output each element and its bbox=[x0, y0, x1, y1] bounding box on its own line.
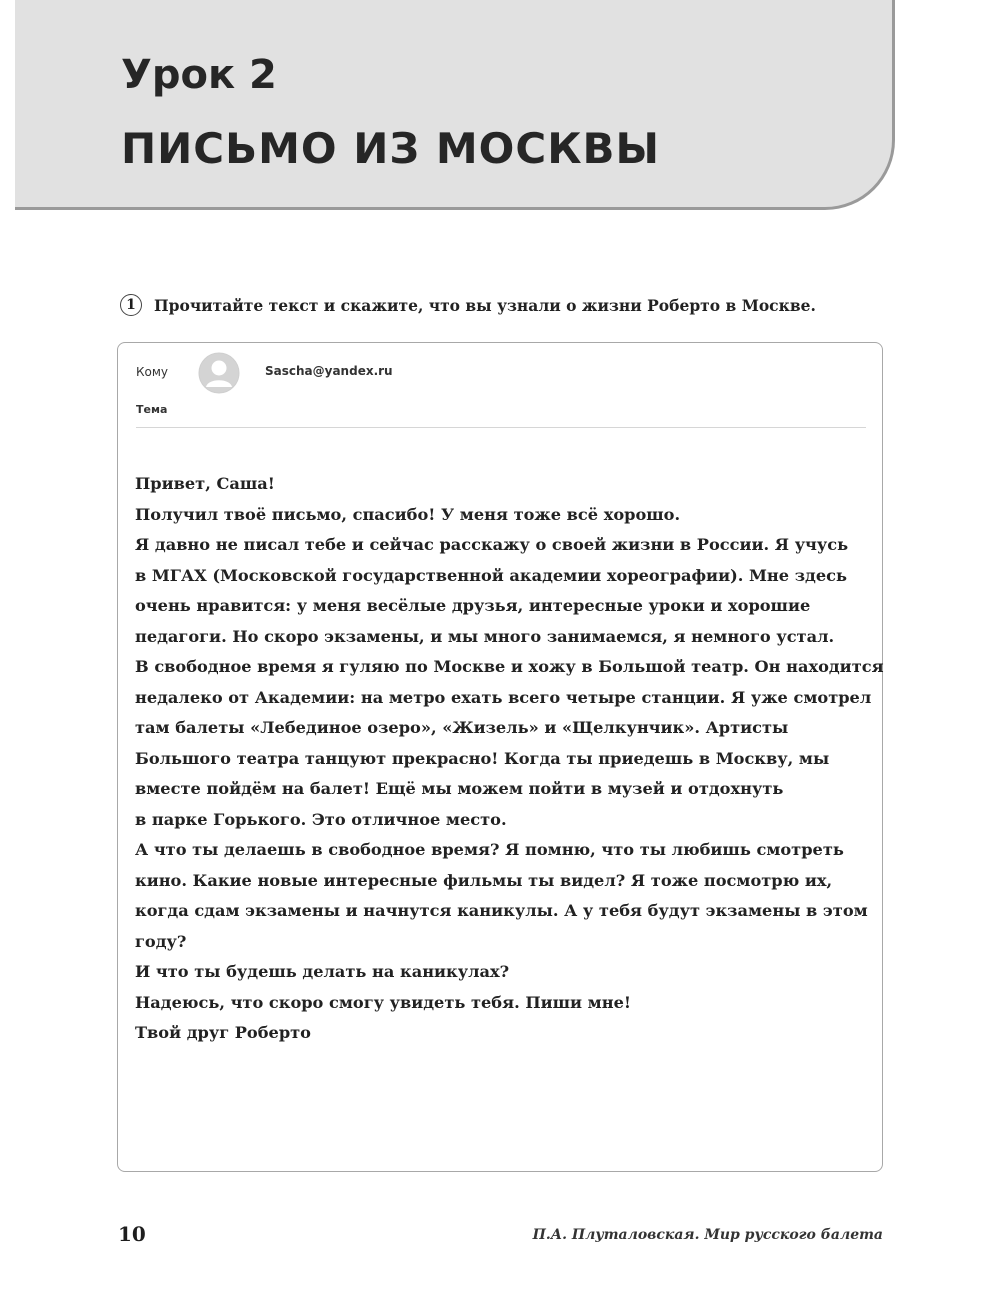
letter-line: в парке Горького. Это отличное место. bbox=[135, 809, 507, 829]
letter-line: году? bbox=[135, 931, 187, 951]
user-avatar-icon bbox=[198, 352, 240, 394]
email-message-box bbox=[117, 342, 883, 1172]
letter-line: там балеты «Лебединое озеро», «Жизель» и «Щелкунчик». Артисты bbox=[135, 718, 789, 737]
letter-line: Большого театра танцуют прекрасно! Когда ты приедешь в Москву, мы bbox=[135, 748, 830, 768]
letter-line: Твой друг Роберто bbox=[135, 1023, 311, 1042]
letter-line: вместе пойдём на балет! Ещё мы можем пойти в музей и отдохнуть bbox=[135, 779, 784, 798]
lesson-number: Урок 2 bbox=[121, 52, 277, 98]
task-number-badge: 1 bbox=[120, 294, 142, 316]
letter-line: В свободное время я гуляю по Москве и хожу в Большой театр. Он находится bbox=[135, 657, 884, 676]
to-label: Кому bbox=[136, 365, 169, 379]
letter-body bbox=[135, 469, 884, 1049]
letter-line: очень нравится: у меня весёлые друзья, интересные уроки и хорошие bbox=[135, 596, 811, 615]
task-instruction bbox=[120, 294, 816, 316]
letter-line: Привет, Саша! bbox=[135, 474, 275, 493]
letter-line: кино. Какие новые интересные фильмы ты видел? Я тоже посмотрю их, bbox=[135, 870, 833, 890]
letter-line: Получил твоё письмо, спасибо! У меня тоже всё хорошо. bbox=[135, 504, 681, 524]
letter-line: когда сдам экзамены и начнутся каникулы. А у тебя будут экзамены в этом bbox=[135, 901, 868, 920]
letter-line: Надеюсь, что скоро смогу увидеть тебя. Пиши мне! bbox=[135, 992, 631, 1012]
letter-line: И что ты будешь делать на каникулах? bbox=[135, 962, 510, 981]
task-text: Прочитайте текст и скажите, что вы узнали о жизни Роберто в Москве. bbox=[154, 295, 816, 315]
letter-line: недалеко от Академии: на метро ехать всего четыре станции. Я уже смотрел bbox=[135, 687, 872, 707]
subject-label: Тема bbox=[136, 403, 168, 416]
lesson-title: ПИСЬМО ИЗ МОСКВЫ bbox=[121, 124, 661, 173]
recipient-address[interactable]: Sascha@yandex.ru bbox=[265, 364, 393, 378]
lesson-header-band bbox=[15, 0, 895, 210]
letter-line: Я давно не писал тебе и сейчас расскажу о своей жизни в России. Я учусь bbox=[135, 535, 849, 554]
page-number: 10 bbox=[118, 1222, 146, 1246]
letter-line: А что ты делаешь в свободное время? Я помню, что ты любишь смотреть bbox=[135, 840, 844, 859]
letter-line: в МГАХ (Московской государственной академии хореографии). Мне здесь bbox=[135, 565, 847, 585]
header-divider bbox=[136, 427, 866, 428]
letter-line: педагоги. Но скоро экзамены, и мы много занимаемся, я немного устал. bbox=[135, 626, 835, 646]
book-credit: П.А. Плуталовская. Мир русского балета bbox=[532, 1227, 883, 1243]
